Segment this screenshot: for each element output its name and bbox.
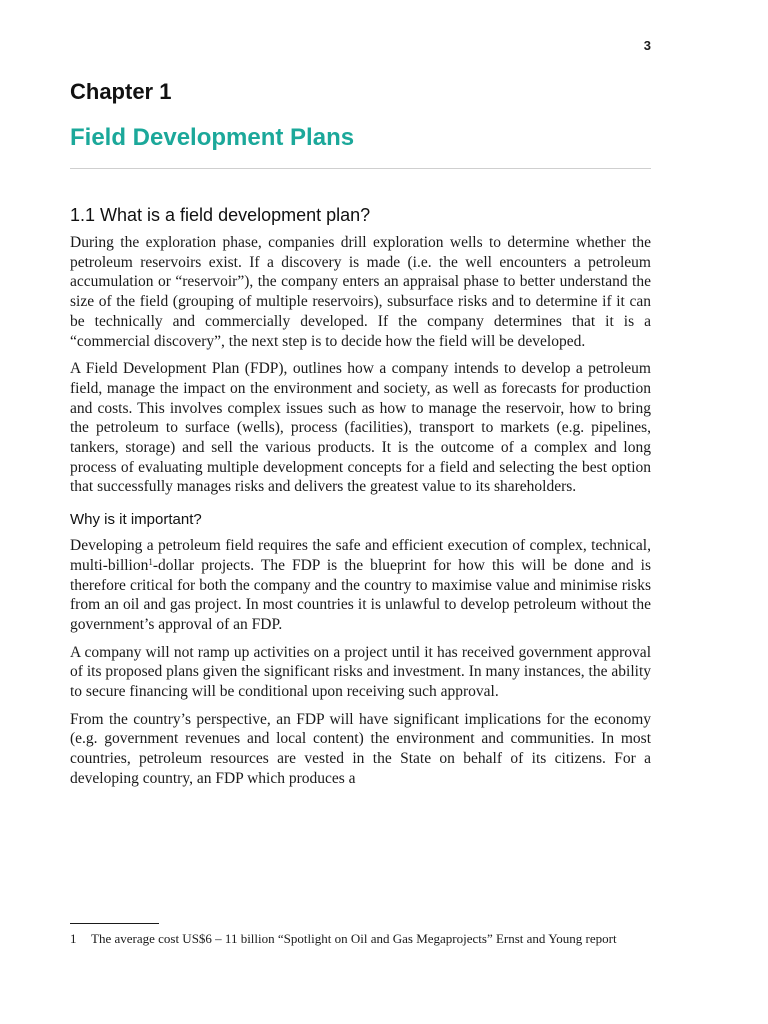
footnote <box>70 931 651 948</box>
paragraph-importance <box>70 536 651 635</box>
footnote-text: The average cost US$6 – 11 billion “Spotlight on Oil and Gas Megaprojects” Ernst and Young report <box>91 931 617 946</box>
subsection-heading: Why is it important? <box>70 511 202 529</box>
section-heading: 1.1 What is a field development plan? <box>70 205 371 225</box>
paragraph-government-approval: A company will not ramp up activities on a project until it has received government approval of its proposed plans given the significant risks and investment. In many instances, the ability to secure financing will be conditional upon receiving such approval. <box>70 643 651 701</box>
paragraph-country-perspective: From the country’s perspective, an FDP will have significant implications for the economy (e.g. government revenues and local content) the environment and communities. In most countries, petroleum resources are vested in the State on behalf of its citizens. For a developing country, an FDP which produces a <box>70 710 651 787</box>
paragraph-fdp-definition: A Field Development Plan (FDP), outlines how a company intends to develop a petroleum field, manage the impact on the environment and society, as well as forecasts for production and costs. This involves complex issues such as how to manage the reservoir, how to bring the petroleum to surface (wells), process (facilities), transport to markets (e.g. pipelines, tankers, storage) and sell the various products. It is the outcome of a complex and long process of evaluating multiple development concepts for a field and selecting the best option that successfully manages risks and delivers the greatest value to its shareholders. <box>70 360 651 496</box>
paragraph-exploration-phase: During the exploration phase, companies drill exploration wells to determine whether the petroleum reservoirs exist. If a discovery is made (i.e. the well encounters a petroleum accumulation or “reservoir”), the company enters an appraisal phase to better understand the size of the field (grouping of multiple reservoirs), subsurface risks and to determine if it can be technically and commercially developed. If the company determines that it is a “commercial discovery”, the next step is to decide how the field will be developed. <box>70 234 651 350</box>
footnote-reference[interactable]: 1 <box>148 556 153 567</box>
chapter-title: Field Development Plans <box>70 124 355 151</box>
page-number: 3 <box>643 38 651 53</box>
title-divider <box>70 168 651 169</box>
paragraph-text-after-note: -dollar projects. The FDP is the blueprint for how this will be done and is therefore critical for both the company and the country to maximise value and minimise risks from an oil and gas project. In most countries it is unlawful to develop petroleum without the government’s approval of an FDP. <box>70 556 651 633</box>
chapter-label: Chapter 1 <box>70 79 172 104</box>
body-content <box>70 205 651 797</box>
footnote-divider <box>70 923 159 924</box>
paragraph-text-before-note: Developing a petroleum field requires the safe and efficient execution of complex, technical, multi-billion <box>70 537 651 574</box>
footnote-number: 1 <box>70 931 77 946</box>
